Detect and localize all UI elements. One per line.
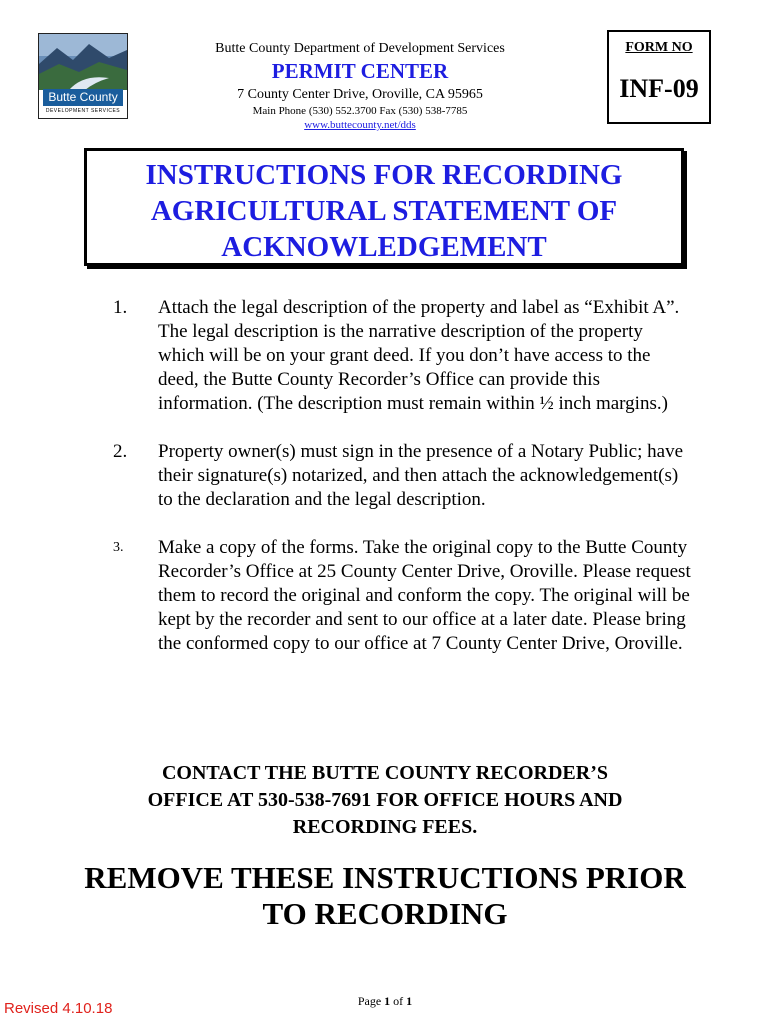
item-number: 1.	[113, 297, 128, 318]
contact-line-1: CONTACT THE BUTTE COUNTY RECORDER’S	[161, 762, 608, 784]
page-prefix: Page	[357, 994, 382, 1008]
logo-text: Butte County	[43, 89, 123, 106]
list-item	[113, 536, 693, 656]
form-number-box	[607, 30, 711, 124]
page-number	[340, 994, 430, 1009]
title-line-2: AGRICULTURAL STATEMENT OF	[150, 195, 618, 227]
list-item	[113, 296, 693, 416]
remove-line-2: TO RECORDING	[262, 896, 508, 931]
title-line-3: ACKNOWLEDGEMENT	[221, 231, 547, 263]
permit-center-title: PERMIT CENTER	[271, 59, 449, 83]
item-text: Attach the legal description of the property and label as “Exhibit A”. The legal description is the narrative description of the property which will be on your grant deed. If you don’t have access to the deed, the Butte County Recorder’s Office can provide this information. (The description must remain within ½ inch margins.)	[158, 297, 680, 414]
item-number: 2.	[113, 441, 128, 462]
page-current: 1	[384, 994, 391, 1008]
contact-line-3: RECORDING FEES.	[292, 816, 478, 838]
phone-numbers: Main Phone (530) 552.3700 Fax (530) 538-7785	[252, 105, 468, 117]
revision-date: Revised 4.10.18	[4, 1000, 113, 1017]
title-line-1: INSTRUCTIONS FOR RECORDING	[145, 159, 623, 191]
contact-line-2: OFFICE AT 530-538-7691 FOR OFFICE HOURS AND	[147, 789, 623, 811]
page-of: of	[393, 994, 404, 1008]
form-number-label: FORM NO	[625, 40, 693, 55]
address: 7 County Center Drive, Oroville, CA 95965	[237, 87, 483, 102]
item-number: 3.	[113, 540, 124, 555]
letterhead	[165, 40, 555, 132]
county-logo	[38, 33, 128, 119]
logo-subtext: DEVELOPMENT SERVICES	[45, 108, 121, 114]
item-text: Property owner(s) must sign in the presence of a Notary Public; have their signature(s) notarized, and then attach the acknowledgement(s) to the declaration and the legal description.	[158, 441, 684, 510]
remove-instructions-notice	[60, 860, 710, 932]
form-number: INF-09	[619, 74, 699, 103]
page-total: 1	[406, 994, 413, 1008]
document-title	[84, 148, 684, 266]
contact-notice	[95, 760, 675, 841]
item-text: Make a copy of the forms. Take the original copy to the Butte County Recorder’s Office at 25 County Center Drive, Oroville. Please request them to record the original and conform the copy. The original will be kept by the recorder and sent to our office at a later date. Please bring the conformed copy to our office at 7 County Center Drive, Oroville.	[158, 537, 691, 654]
landscape-icon	[39, 34, 127, 90]
website-link[interactable]: www.buttecounty.net/dds	[304, 119, 416, 131]
list-item	[113, 440, 693, 512]
department-name: Butte County Department of Development Services	[215, 41, 505, 56]
instructions-list	[113, 296, 693, 680]
remove-line-1: REMOVE THESE INSTRUCTIONS PRIOR	[84, 860, 686, 895]
